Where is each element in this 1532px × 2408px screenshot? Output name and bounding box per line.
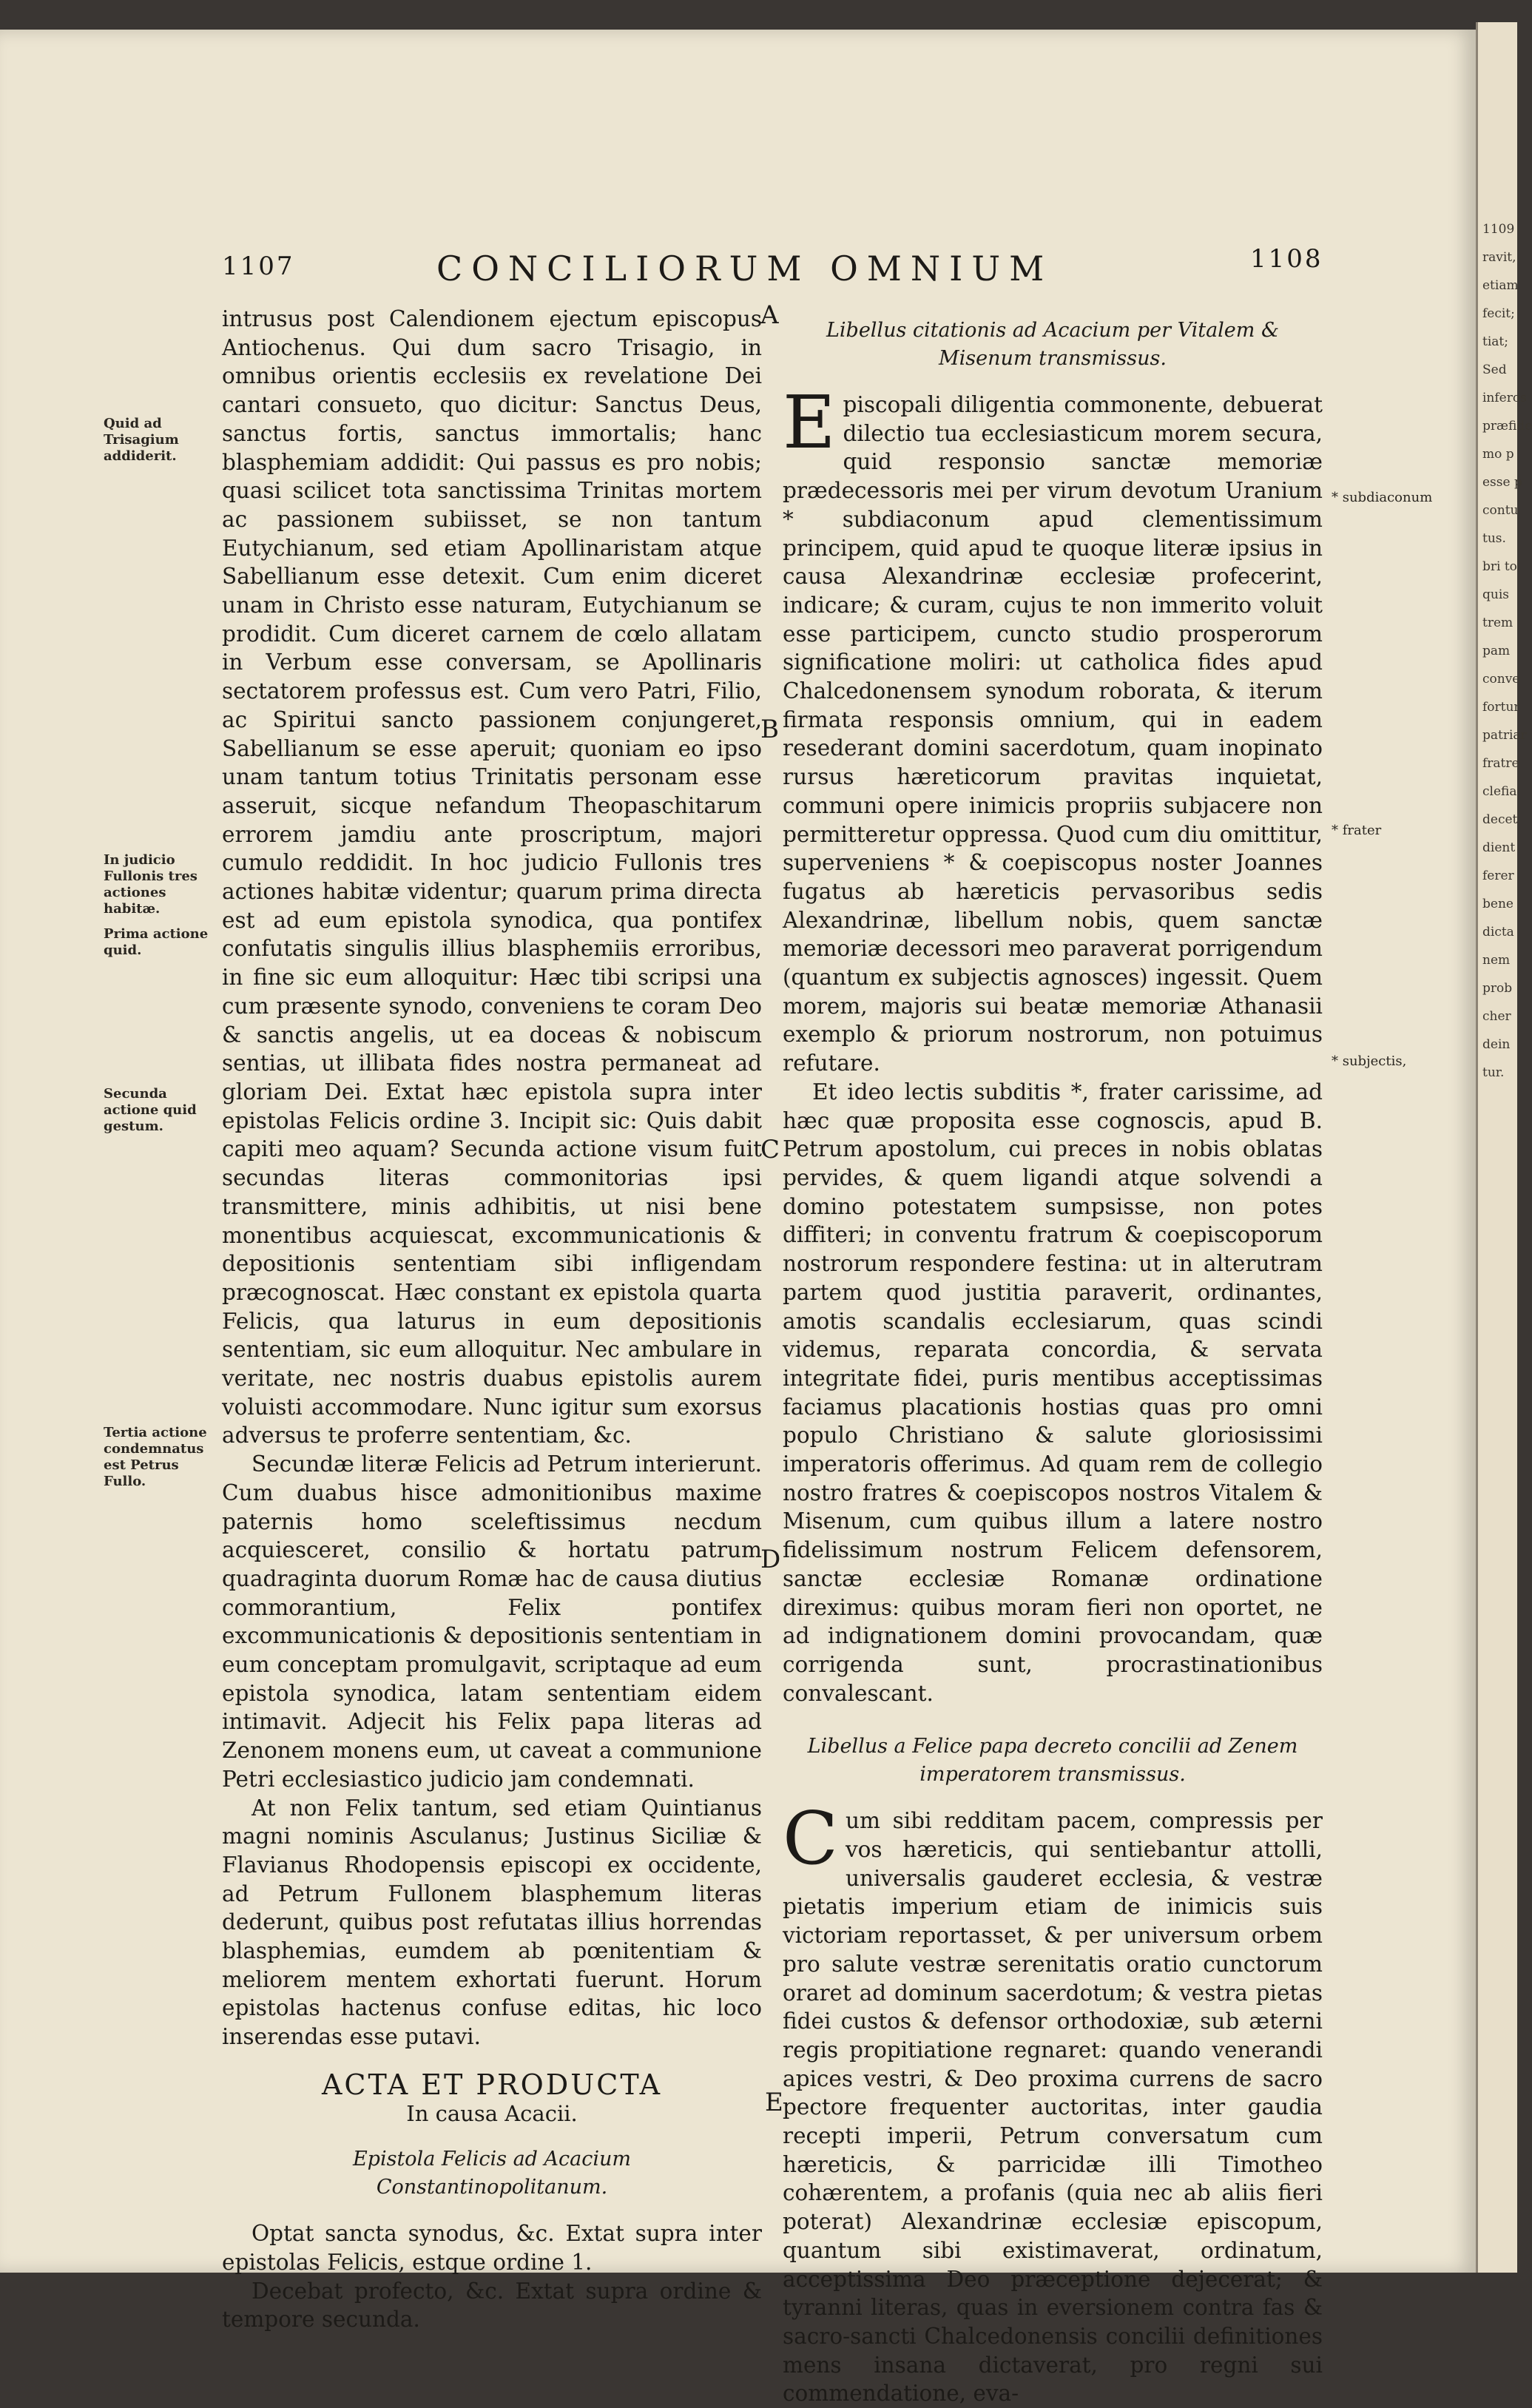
libellus-citationis-title: Libellus citationis ad Acacium per Vitalem & Misenum transmissus.	[826, 319, 1280, 370]
next-page-fragment: Sed	[1482, 362, 1507, 377]
next-page-fragment: nem	[1482, 953, 1511, 968]
paragraph: Cum sibi redditam pacem, compressis per vos hæreticis, qui sentiebantur attolli, universalis gauderet ecclesia, & vestræ pietatis imperium etiam de inimicis suis victoriam reportasset, & per universum orbem pro salute vestræ serenitatis oratio cunctorum oraret ad dominum sacerdotum; & vestra pietas fidei custos & defensor orthodoxiæ, sub æterni regis propitiatione regnaret: quando venerandi apices vestri, & Deo proxima currens de sacro pectore frequenter auctoritas, inter gaudia recepti imperii, Petrum conversatum cum hæreticis, & parricidæ illi Timotheo cohærentem, a profanis (quia nec ab aliis fieri poterat) Alexandrinæ ecclesiæ episcopum, quantum sibi existimaverat, ordinatum, acceptissima Deo præceptione dejecerat; & tyranni literas, quas in eversionem contra fas & sacro-sancti Chalcedonensis concilii definitiones mens insana dictaverat, pro regni sui commendatione, eva-	[783, 1797, 1323, 2407]
next-page-fragment: pam	[1482, 644, 1511, 658]
right-text-column	[783, 317, 1323, 2408]
next-page-fragment: cher	[1482, 1009, 1511, 1024]
next-page-fragment: 1109	[1482, 222, 1515, 237]
next-page-fragment: ferer	[1482, 869, 1514, 883]
paragraph: At non Felix tantum, sed etiam Quintianus magni nominis Asculanus; Justinus Siciliæ & Flavianus Rhodopensis episcopi ex occidente, ad Petrum Fullonem blasphemum literas dederunt, quibus post refutatas illius horrendas blasphemias, eumdem ab pœnitentiam & meliorem mentem exhortati fuerunt. Horum epistolas hactenus confuse editas, hic loco inserendas esse putavi.	[222, 1795, 762, 2050]
book-page	[0, 30, 1476, 2407]
next-page-edge	[1476, 22, 1532, 2273]
next-page-fragment: dein	[1482, 1037, 1511, 1052]
margin-note-tertia: Tertia actione condemnatus est Petrus Fullo.	[104, 1425, 207, 1489]
paragraph: Secundæ literæ Felicis ad Petrum interierunt. Cum duabus hisce admonitionibus maxime paternis homo sceleftissimus necdum acquiesceret, consilio & hortatu patrum quadraginta duorum Romæ hac de causa diutius commorantium, Felix pontifex excommunicationis & depositionis sententiam in eum conceptam promulgavit, scriptaque ad eum epistola synodica, latam sententiam eidem intimavit. Adjecit his Felix papa literas ad Zenonem monens eum, ut caveat a communione Petri ecclesiastico judicio jam condemnati.	[222, 1451, 762, 1792]
next-page-fragment: fecit;	[1482, 306, 1515, 321]
paragraph: Optat sancta synodus, &c. Extat supra inter epistolas Felicis, estque ordine 1.	[222, 2221, 762, 2275]
next-page-fragment: tiat;	[1482, 334, 1508, 349]
next-page-fragment: inferos	[1482, 391, 1527, 405]
libellus-zenonem-title: Libellus a Felice papa decreto concilii ad Zenem imperatorem transmissus.	[807, 1735, 1298, 1787]
next-page-fragment: tur.	[1482, 1065, 1505, 1080]
section-subheading: In causa Acacii.	[406, 2100, 578, 2126]
next-page-fragment: præfide	[1482, 419, 1532, 434]
next-page-fragment: dicta	[1482, 925, 1514, 940]
paragraph: Episcopali diligentia commonente, debuerat dilectio tua ecclesiasticum morem secura, quid responsio sanctæ memoriæ prædecessoris mei per virum devotum Uranium * subdiaconum apud clementissimum principem, quid apud te quoque literæ ipsius in causa Alexandrinæ ecclesiæ profecerint, indicare; & curam, cujus te non immerito voluit esse participem, cuncto studio prosperorum significatione moliri: ut catholica fides apud Chalcedonensem synodum roborata, & iterum firmata responsis omnium, qui in eadem resederant domini sacerdotum, quam inopinato rursus hæreticorum pravitas inquietat, communi opere inimicis propriis subjacere non permitteretur oppressa. Quod cum diu omittitur, superveniens * & coepiscopus noster Joannes fugatus ab hæreticis pervasoribus sedis Alexandrinæ, libellum nobis, quem sanctæ memoriæ decessori meo paraverat porrigendum (quantum ex subjectis agnosces) ingessit. Quem morem, majoris sui beatæ memoriæ Athanasii exemplo & priorum nostrorum, non potuimus refutare.	[783, 381, 1323, 1076]
next-page-fragment: patriar	[1482, 728, 1527, 743]
margin-note-trisagium: Quid ad Trisagium addiderit.	[104, 416, 179, 464]
margin-note-prima: Prima actione quid.	[104, 926, 209, 958]
running-title: CONCILIORUM OMNIUM	[436, 249, 1053, 289]
paragraph: Decebat profecto, &c. Extat supra ordine & tempore secunda.	[222, 2278, 762, 2333]
next-page-fragment: decet	[1482, 812, 1518, 827]
page-number-left: 1107	[222, 252, 295, 281]
next-page-fragment: bri to	[1482, 559, 1517, 574]
next-page-fragment: trem	[1482, 616, 1514, 630]
section-letter-e: E	[765, 2088, 783, 2117]
margin-note-judicio: In judicio Fullonis tres actiones habitæ.	[104, 852, 198, 917]
left-text-column	[222, 305, 762, 2334]
paragraph: Et ideo lectis subditis *, frater carissime, ad hæc quæ proposita esse cognoscis, apud B. Petrum apostolum, cui preces in nobis oblatas pervides, & quem ligandi atque solvendi a domino potestatem sumpsisse, non potes diffiteri; in conventu fratrum & coepiscoporum nostrorum respondere festina: ut in alterutram partem quod justitia paraverit, ordinantes, amotis scandalis ecclesiarum, quas scindi videmus, reparata concordia, & servata integritate fidei, puris mentibus acceptissimas faciamus placationis hostias quas pro omni populo Christiano & salute gloriosissimi imperatoris offerimus. Ad quam rem de collegio nostro fratres & coepiscopos nostros Vitalem & Misenum, cum quibus illum a latere nostro fidelissimum nostrum Felicem defensorem, sanctæ ecclesiæ Romanæ ordinatione direximus: quibus moram fieri non oportet, ne ad indignationem domini provocandam, quæ corrigenda sunt, procrastinationibus convalescant.	[783, 1079, 1323, 1706]
margin-note-subjectis: * subjectis,	[1332, 1053, 1407, 1069]
margin-note-secunda: Secunda actione quid gestum.	[104, 1086, 197, 1134]
next-page-fragment: bene	[1482, 897, 1514, 911]
section-letter-a: A	[760, 300, 779, 330]
page-number-right: 1108	[1250, 244, 1323, 274]
margin-note-frater: * frater	[1332, 823, 1382, 838]
margin-note-subdiaconum: * subdiaconum	[1332, 490, 1433, 505]
next-page-fragment: tus.	[1482, 531, 1506, 546]
section-letter-c: C	[760, 1135, 780, 1164]
next-page-fragment: prob	[1482, 981, 1513, 996]
next-page-fragment: dient	[1482, 840, 1516, 855]
next-page-fragment: conve	[1482, 672, 1520, 687]
next-page-fragment: esse p	[1482, 475, 1522, 490]
next-page-fragment: mo p	[1482, 447, 1514, 462]
epistola-title: Epistola Felicis ad Acacium Constantinopolitanum.	[352, 2148, 632, 2199]
next-page-fragment: fratre	[1482, 756, 1519, 771]
next-page-fragment: ravit,	[1482, 250, 1516, 265]
next-page-fragment: etiam	[1482, 278, 1519, 293]
next-page-fragment: contu	[1482, 503, 1519, 518]
next-page-fragment: quis	[1482, 587, 1509, 602]
section-letter-d: D	[760, 1545, 781, 1574]
paragraph: intrusus post Calendionem ejectum episcopus Antiochenus. Qui dum sacro Trisagio, in omnibus orientis ecclesiis ex revelatione Dei cantari consueto, quo dicitur: Sanctus Deus, sanctus fortis, sanctus immortalis; hanc blasphemiam addidit: Qui passus es pro nobis; quasi scilicet tota sanctissima Trinitas mortem ac passionem subiisset, se non tantum Eutychianum, sed etiam Apollinaristam atque Sabellianum esse detexit. Cum enim diceret unam in Christo esse naturam, Eutychianum se prodidit. Cum diceret carnem de cœlo allatam in Verbum esse conversam, se Apollinaris sectatorem professus est. Cum vero Patri, Filio, ac Spiritui sancto passionem conjungeret, Sabellianum se esse aperuit; quoniam eo ipso unam tantum totius Trinitatis personam esse asseruit, sicque nefandum Theopaschitarum errorem jamdiu ante proscriptum, majori cumulo reddidit. In hoc judicio Fullonis tres actiones habitæ videntur; quarum prima directa est ad eum epistola synodica, qua pontifex confutatis singulis illius blasphemiis erroribus, in fine sic eum alloquitur: Hæc tibi scripsi una cum præsente synodo, conveniens te coram Deo & sanctis angelis, ut ea doceas & nobiscum sentias, ut illibata fides nostra permaneat ad gloriam Dei. Extat hæc epistola supra inter epistolas Felicis ordine 3. Incipit sic: Quis dabit capiti meo aquam? Secunda actione visum fuit secundas literas commonitorias ipsi transmittere, minis adhibitis, ut nisi bene monentibus acquiescat, excommunicationis & depositionis sententiam sibi infligendam præcognoscat. Hæc constant ex epistola quarta Felicis, qua laturus in eum depositionis sententiam, sic eum alloquitur. Nec ambulare in veritate, nec nostris duabus epistolis aurem voluisti accommodare. Nunc igitur sum exorsus adversus te proferre sententiam, &c.	[222, 306, 762, 1448]
next-page-fragment: clefia	[1482, 784, 1517, 799]
next-page-fragment: fortur	[1482, 700, 1520, 715]
section-heading: ACTA ET PRODUCTA	[321, 2068, 663, 2101]
section-letter-b: B	[760, 715, 779, 744]
